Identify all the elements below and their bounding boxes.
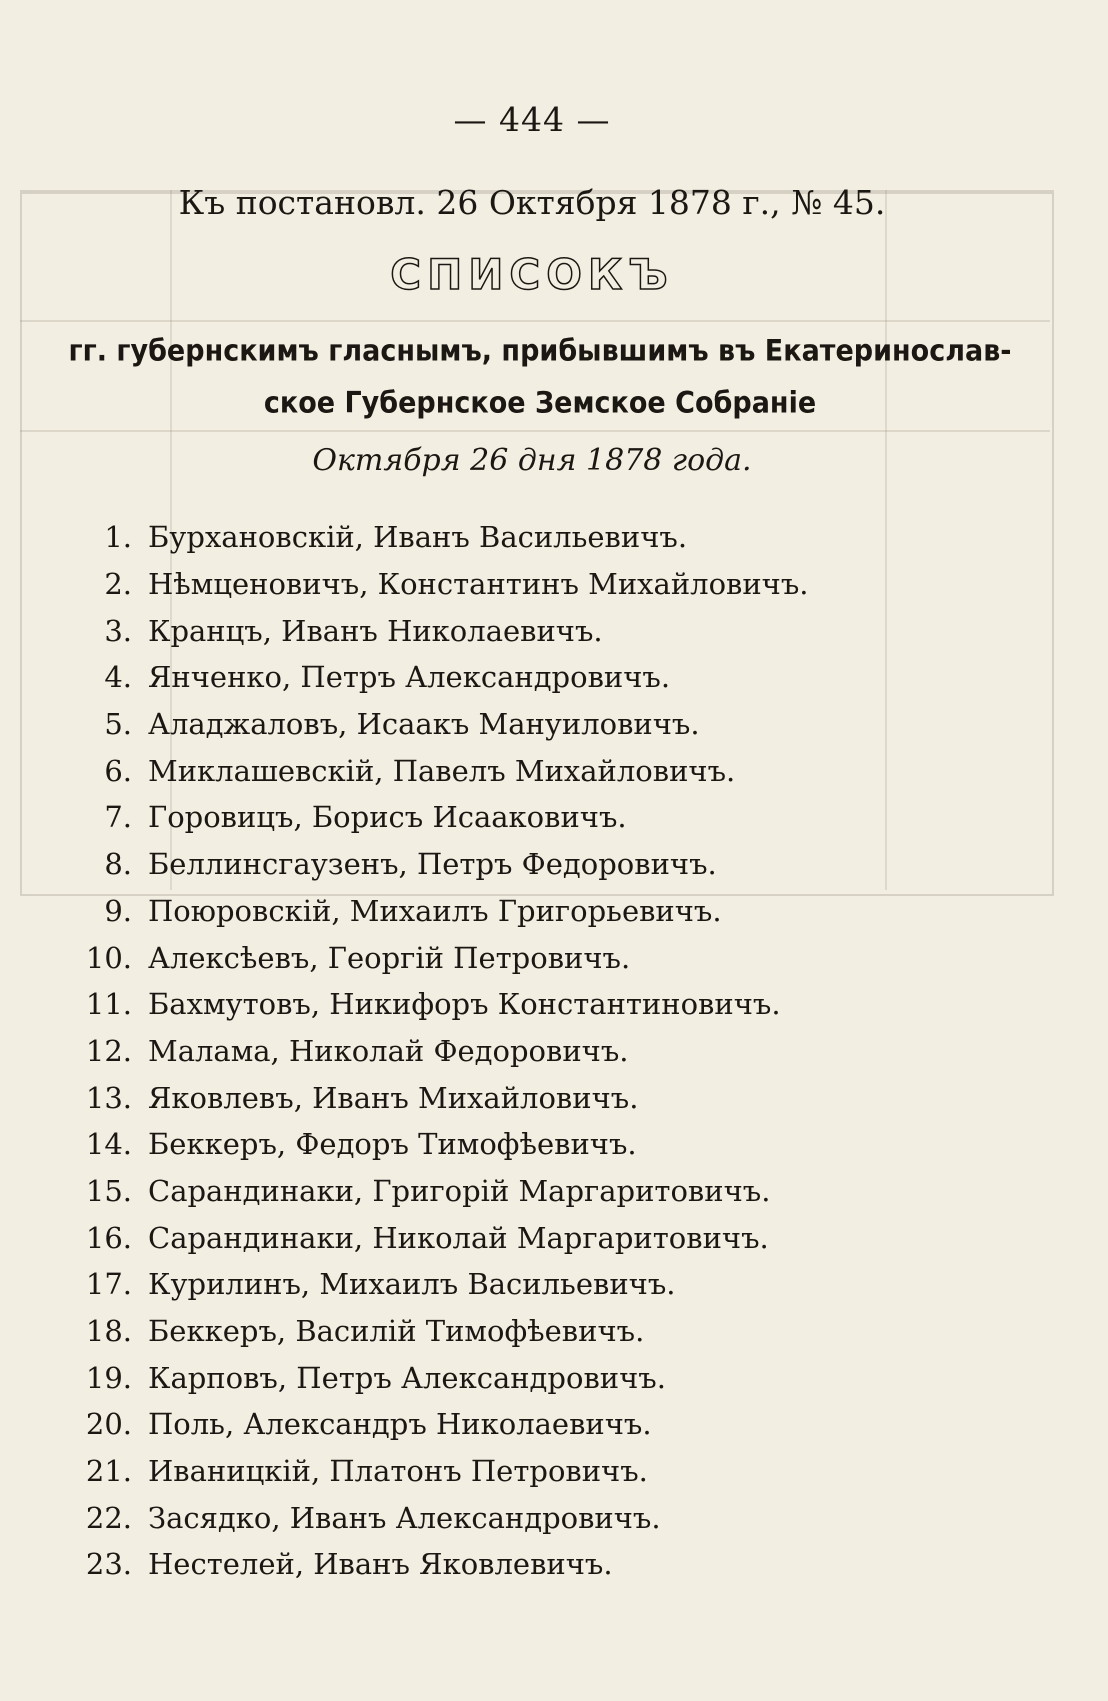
entry-number: 8. bbox=[104, 847, 132, 882]
entry-name: Нѣмценовичъ, Константинъ Михайловичъ. bbox=[148, 567, 809, 602]
entry-name: Бурхановскій, Иванъ Васильевичъ. bbox=[148, 520, 688, 555]
list-item bbox=[60, 1074, 960, 1121]
entry-name: Нестелей, Иванъ Яковлевичъ. bbox=[148, 1547, 613, 1582]
entry-name: Янченко, Петръ Александровичъ. bbox=[148, 660, 671, 695]
entry-number: 23. bbox=[85, 1547, 132, 1582]
entry-number: 18. bbox=[85, 1314, 132, 1349]
subtitle-line: гг. губернскимъ гласнымъ, прибывшимъ въ Екатеринослав- bbox=[68, 334, 1012, 369]
list-item bbox=[60, 1448, 960, 1495]
entry-number: 4. bbox=[104, 660, 132, 695]
list-item bbox=[60, 747, 960, 794]
document-date: Октября 26 дня 1878 года. bbox=[312, 443, 752, 478]
entry-name: Карповъ, Петръ Александровичъ. bbox=[148, 1360, 666, 1395]
list-item bbox=[60, 701, 960, 748]
entry-number: 13. bbox=[85, 1080, 132, 1115]
entry-number: 7. bbox=[104, 800, 132, 835]
entry-number: 12. bbox=[85, 1033, 132, 1068]
list-item bbox=[60, 514, 960, 561]
list-item bbox=[60, 981, 960, 1028]
entry-name: Беллинсгаузенъ, Петръ Федоровичъ. bbox=[148, 847, 717, 882]
entry-name: Аладжаловъ, Исаакъ Мануиловичъ. bbox=[148, 707, 700, 742]
members-list bbox=[60, 514, 960, 1588]
list-item bbox=[60, 607, 960, 654]
entry-number: 3. bbox=[104, 613, 132, 648]
list-item bbox=[60, 561, 960, 608]
entry-number: 16. bbox=[85, 1220, 132, 1255]
list-item bbox=[60, 1261, 960, 1308]
entry-name: Яковлевъ, Иванъ Михайловичъ. bbox=[148, 1080, 639, 1115]
entry-name: Сарандинаки, Николай Маргаритовичъ. bbox=[148, 1220, 769, 1255]
list-item bbox=[60, 934, 960, 981]
entry-number: 5. bbox=[104, 707, 132, 742]
entry-number: 21. bbox=[85, 1454, 132, 1489]
entry-number: 2. bbox=[104, 567, 132, 602]
entry-name: Курилинъ, Михаилъ Васильевичъ. bbox=[148, 1267, 676, 1302]
list-item bbox=[60, 1401, 960, 1448]
list-item bbox=[60, 888, 960, 935]
document-subtitle bbox=[60, 326, 1020, 430]
list-item bbox=[60, 1541, 960, 1588]
bleed-through-rule bbox=[20, 430, 1050, 432]
list-item bbox=[60, 1028, 960, 1075]
subtitle-line: ское Губернское Земское Собраніе bbox=[263, 386, 817, 421]
entry-name: Малама, Николай Федоровичъ. bbox=[148, 1033, 629, 1068]
list-item bbox=[60, 654, 960, 701]
entry-name: Сарандинаки, Григорій Маргаритовичъ. bbox=[148, 1173, 771, 1208]
list-item bbox=[60, 1308, 960, 1355]
list-item bbox=[60, 1121, 960, 1168]
entry-name: Миклашевскій, Павелъ Михайловичъ. bbox=[148, 753, 736, 788]
entry-number: 9. bbox=[104, 893, 132, 928]
entry-number: 17. bbox=[85, 1267, 132, 1302]
list-item bbox=[60, 841, 960, 888]
entry-name: Поюровскій, Михаилъ Григорьевичъ. bbox=[148, 893, 722, 928]
resolution-reference: Къ постановл. 26 Октября 1878 г., № 45. bbox=[178, 183, 886, 222]
entry-number: 22. bbox=[85, 1500, 132, 1535]
entry-name: Горовицъ, Борисъ Исааковичъ. bbox=[148, 800, 627, 835]
document-title: СПИСОКЪ bbox=[390, 250, 674, 299]
entry-number: 19. bbox=[85, 1360, 132, 1395]
entry-number: 20. bbox=[85, 1407, 132, 1442]
entry-name: Иваницкій, Платонъ Петровичъ. bbox=[148, 1454, 648, 1489]
page-number: — 444 — bbox=[453, 100, 611, 139]
entry-name: Кранцъ, Иванъ Николаевичъ. bbox=[148, 613, 603, 648]
entry-number: 14. bbox=[85, 1127, 132, 1162]
list-item bbox=[60, 1168, 960, 1215]
list-item bbox=[60, 794, 960, 841]
entry-name: Алексѣевъ, Георгій Петровичъ. bbox=[148, 940, 631, 975]
entry-number: 15. bbox=[85, 1173, 132, 1208]
entry-name: Поль, Александръ Николаевичъ. bbox=[148, 1407, 652, 1442]
entry-number: 10. bbox=[85, 940, 132, 975]
entry-number: 1. bbox=[104, 520, 132, 555]
entry-name: Бахмутовъ, Никифоръ Константиновичъ. bbox=[148, 987, 781, 1022]
entry-number: 11. bbox=[85, 987, 132, 1022]
list-item bbox=[60, 1494, 960, 1541]
entry-name: Беккеръ, Федоръ Тимофѣевичъ. bbox=[148, 1127, 637, 1162]
list-item bbox=[60, 1214, 960, 1261]
entry-name: Засядко, Иванъ Александровичъ. bbox=[148, 1500, 661, 1535]
list-item bbox=[60, 1354, 960, 1401]
entry-name: Беккеръ, Василій Тимофѣевичъ. bbox=[148, 1314, 645, 1349]
bleed-through-rule bbox=[20, 320, 1050, 322]
entry-number: 6. bbox=[104, 753, 132, 788]
